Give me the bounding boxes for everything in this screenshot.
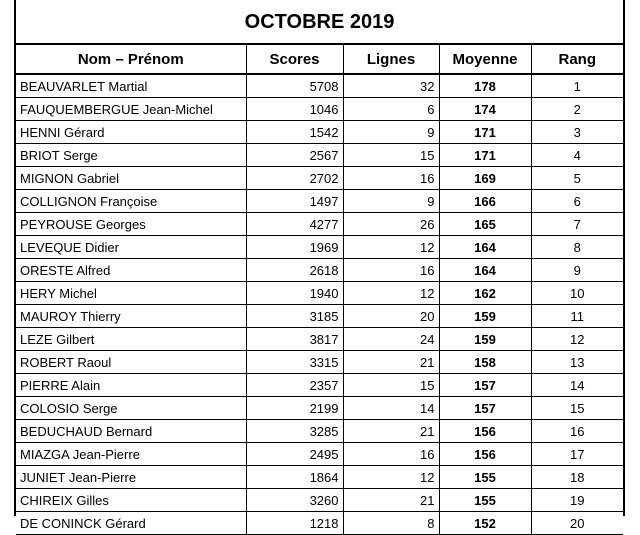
rank-cell: 13 [531, 351, 623, 374]
page-title: OCTOBRE 2019 [16, 0, 623, 45]
table-row [16, 374, 623, 397]
lines-cell: 12 [343, 282, 439, 305]
average-cell: 164 [439, 236, 531, 259]
scores-cell: 3817 [246, 328, 343, 351]
average-cell: 159 [439, 328, 531, 351]
scores-cell: 4277 [246, 213, 343, 236]
lines-cell: 21 [343, 351, 439, 374]
table-row [16, 328, 623, 351]
average-cell: 152 [439, 512, 531, 535]
lines-cell: 12 [343, 466, 439, 489]
average-cell: 155 [439, 489, 531, 512]
scores-cell: 2199 [246, 397, 343, 420]
column-header-scores: Scores [246, 45, 343, 74]
lines-cell: 16 [343, 167, 439, 190]
scores-cell: 1969 [246, 236, 343, 259]
table-row [16, 489, 623, 512]
rank-cell: 7 [531, 213, 623, 236]
average-cell: 165 [439, 213, 531, 236]
table-row [16, 98, 623, 121]
scores-cell: 3260 [246, 489, 343, 512]
player-name-cell: MAUROY Thierry [16, 305, 246, 328]
player-name-cell: BEDUCHAUD Bernard [16, 420, 246, 443]
table-row [16, 420, 623, 443]
rank-cell: 18 [531, 466, 623, 489]
scores-cell: 3185 [246, 305, 343, 328]
lines-cell: 8 [343, 512, 439, 535]
rank-cell: 6 [531, 190, 623, 213]
average-cell: 156 [439, 443, 531, 466]
scores-cell: 1218 [246, 512, 343, 535]
player-name-cell: HENNI Gérard [16, 121, 246, 144]
rank-cell: 14 [531, 374, 623, 397]
table-row [16, 121, 623, 144]
average-cell: 171 [439, 121, 531, 144]
lines-cell: 20 [343, 305, 439, 328]
lines-cell: 9 [343, 121, 439, 144]
table-row [16, 167, 623, 190]
average-cell: 171 [439, 144, 531, 167]
rank-cell: 20 [531, 512, 623, 535]
lines-cell: 24 [343, 328, 439, 351]
player-name-cell: COLOSIO Serge [16, 397, 246, 420]
lines-cell: 12 [343, 236, 439, 259]
rank-cell: 5 [531, 167, 623, 190]
scores-cell: 2357 [246, 374, 343, 397]
lines-cell: 9 [343, 190, 439, 213]
rank-cell: 10 [531, 282, 623, 305]
player-name-cell: HERY Michel [16, 282, 246, 305]
average-cell: 159 [439, 305, 531, 328]
rank-cell: 1 [531, 74, 623, 98]
rank-cell: 19 [531, 489, 623, 512]
average-cell: 162 [439, 282, 531, 305]
player-name-cell: ROBERT Raoul [16, 351, 246, 374]
column-header-name: Nom – Prénom [16, 45, 246, 74]
rank-cell: 8 [531, 236, 623, 259]
lines-cell: 16 [343, 443, 439, 466]
rank-cell: 15 [531, 397, 623, 420]
table-row [16, 466, 623, 489]
table-row [16, 351, 623, 374]
average-cell: 158 [439, 351, 531, 374]
player-name-cell: LEZE Gilbert [16, 328, 246, 351]
average-cell: 164 [439, 259, 531, 282]
player-name-cell: ORESTE Alfred [16, 259, 246, 282]
lines-cell: 14 [343, 397, 439, 420]
rank-cell: 2 [531, 98, 623, 121]
scores-cell: 3315 [246, 351, 343, 374]
average-cell: 178 [439, 74, 531, 98]
player-name-cell: PIERRE Alain [16, 374, 246, 397]
scores-cell: 1864 [246, 466, 343, 489]
lines-cell: 32 [343, 74, 439, 98]
player-name-cell: DE CONINCK Gérard [16, 512, 246, 535]
player-name-cell: COLLIGNON Françoise [16, 190, 246, 213]
player-name-cell: FAUQUEMBERGUE Jean-Michel [16, 98, 246, 121]
rank-cell: 11 [531, 305, 623, 328]
lines-cell: 21 [343, 489, 439, 512]
player-name-cell: JUNIET Jean-Pierre [16, 466, 246, 489]
lines-cell: 6 [343, 98, 439, 121]
average-cell: 174 [439, 98, 531, 121]
average-cell: 157 [439, 374, 531, 397]
lines-cell: 15 [343, 144, 439, 167]
average-cell: 157 [439, 397, 531, 420]
table-row [16, 443, 623, 466]
scores-cell: 2702 [246, 167, 343, 190]
scores-cell: 2567 [246, 144, 343, 167]
table-row [16, 144, 623, 167]
average-cell: 166 [439, 190, 531, 213]
average-cell: 156 [439, 420, 531, 443]
table-row [16, 305, 623, 328]
table-row [16, 236, 623, 259]
rank-cell: 16 [531, 420, 623, 443]
ranking-sheet [14, 0, 625, 531]
player-name-cell: MIAZGA Jean-Pierre [16, 443, 246, 466]
player-name-cell: MIGNON Gabriel [16, 167, 246, 190]
player-name-cell: BEAUVARLET Martial [16, 74, 246, 98]
column-header-average: Moyenne [439, 45, 531, 74]
scores-cell: 1497 [246, 190, 343, 213]
rank-cell: 9 [531, 259, 623, 282]
scores-cell: 1542 [246, 121, 343, 144]
average-cell: 169 [439, 167, 531, 190]
rank-cell: 3 [531, 121, 623, 144]
table-row [16, 213, 623, 236]
scores-cell: 2618 [246, 259, 343, 282]
table-row [16, 512, 623, 535]
column-header-lines: Lignes [343, 45, 439, 74]
table-row [16, 190, 623, 213]
player-name-cell: CHIREIX Gilles [16, 489, 246, 512]
lines-cell: 21 [343, 420, 439, 443]
lines-cell: 15 [343, 374, 439, 397]
scores-cell: 5708 [246, 74, 343, 98]
table-row [16, 397, 623, 420]
scores-cell: 1046 [246, 98, 343, 121]
rank-cell: 4 [531, 144, 623, 167]
rank-cell: 12 [531, 328, 623, 351]
player-name-cell: LEVEQUE Didier [16, 236, 246, 259]
ranking-table [16, 45, 623, 535]
table-row [16, 74, 623, 98]
table-row [16, 259, 623, 282]
average-cell: 155 [439, 466, 531, 489]
lines-cell: 16 [343, 259, 439, 282]
column-header-rank: Rang [531, 45, 623, 74]
scores-cell: 1940 [246, 282, 343, 305]
table-row [16, 282, 623, 305]
scores-cell: 3285 [246, 420, 343, 443]
lines-cell: 26 [343, 213, 439, 236]
player-name-cell: PEYROUSE Georges [16, 213, 246, 236]
rank-cell: 17 [531, 443, 623, 466]
scores-cell: 2495 [246, 443, 343, 466]
table-header-row [16, 45, 623, 74]
player-name-cell: BRIOT Serge [16, 144, 246, 167]
